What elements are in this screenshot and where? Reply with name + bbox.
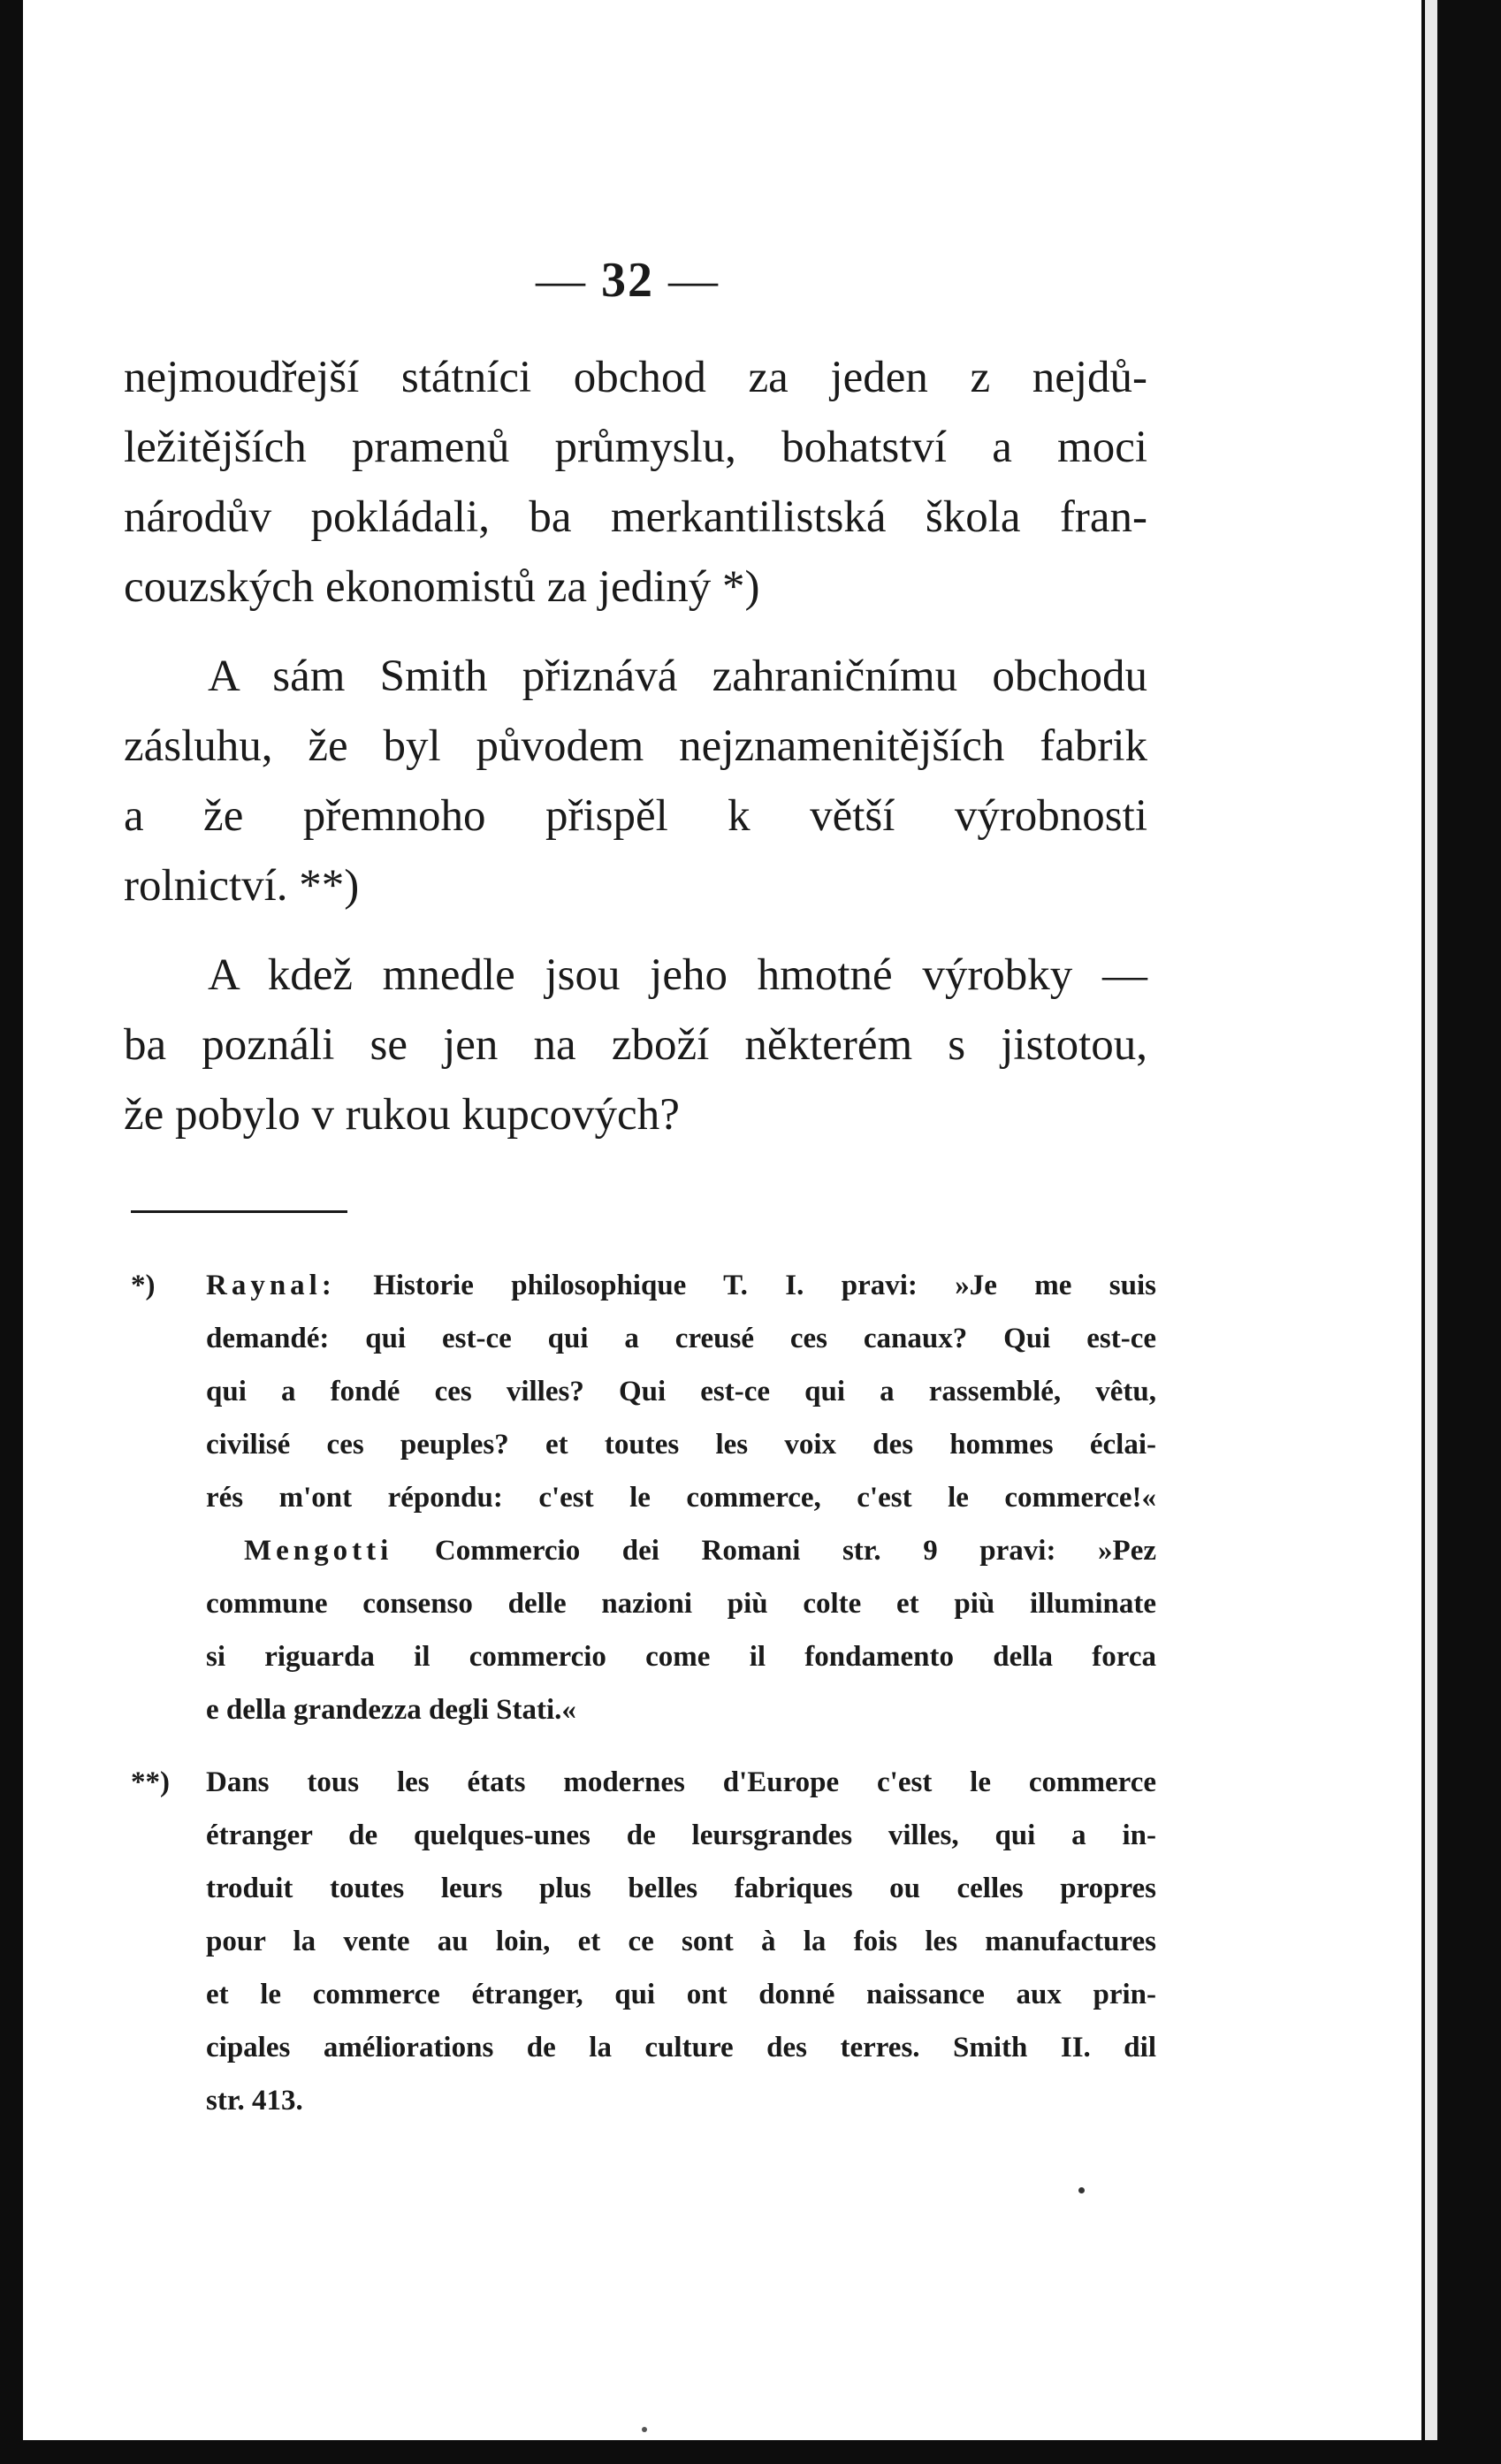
- page-number: — 32 —: [536, 253, 720, 308]
- footnote-2-first-line: **) Dans tous les états modernes d'Europe c'est le commerce: [131, 1756, 1156, 1809]
- text-line: ba poználi se jen na zboží některém s jistotou,: [124, 1020, 1147, 1070]
- text-line: A sám Smith přiznává zahraničnímu obchodu: [208, 652, 1147, 701]
- text-line: a že přemnoho přispěl k větší výrobnosti: [124, 791, 1147, 841]
- text-line: národův pokládali, ba merkantilistská škola fran-: [124, 492, 1147, 542]
- footnote-line: e della grandezza degli Stati.«: [206, 1694, 576, 1726]
- footnote-line: commune consenso delle nazioni più colte et più illuminate: [206, 1588, 1156, 1620]
- text-line: couzských ekonomistů za jediný *): [124, 562, 760, 612]
- footnote-line: civilisé ces peuples? et toutes les voix des hommes éclai-: [206, 1429, 1156, 1461]
- footnote-line: si riguarda il commercio come il fondamento della forca: [206, 1641, 1156, 1673]
- footnote-author: Mengotti: [244, 1535, 393, 1567]
- scan-next-page-edge: [1425, 0, 1437, 2464]
- scan-bottom-edge: [0, 2440, 1501, 2464]
- footnote-line: str. 413.: [206, 2085, 303, 2117]
- scan-left-edge: [0, 0, 23, 2464]
- footnote-separator: [131, 1210, 347, 1213]
- footnote-author: Raynal:: [206, 1270, 336, 1301]
- footnote-marker: *): [131, 1270, 156, 1301]
- footnote-marker: **): [131, 1766, 170, 1798]
- footnote-1-first-line: *) Raynal: Historie philosophique T. I. pravi: »Je me suis: [131, 1259, 1156, 1312]
- text-line: že pobylo v rukou kupcových?: [124, 1090, 680, 1140]
- footnote-line: qui a fondé ces villes? Qui est-ce qui a rassemblé, vêtu,: [206, 1376, 1156, 1407]
- footnote-line: demandé: qui est-ce qui a creusé ces canaux? Qui est-ce: [206, 1323, 1156, 1354]
- text-line: ležitějších pramenů průmyslu, bohatství a moci: [124, 423, 1147, 472]
- footnote-line: étranger de quelques-unes de leursgrandes villes, qui a in-: [206, 1819, 1156, 1851]
- footnote-line: et le commerce étranger, qui ont donné naissance aux prin-: [206, 1979, 1156, 2010]
- footnote-line: rés m'ont répondu: c'est le commerce, c'est le commerce!«: [206, 1482, 1156, 1514]
- footnote-line: troduit toutes leurs plus belles fabriques ou celles propres: [206, 1873, 1156, 1904]
- footnote-line: pour la vente au loin, et ce sont à la fois les manufactures: [206, 1926, 1156, 1957]
- text-line: zásluhu, že byl původem nejznamenitějších fabrik: [124, 721, 1147, 771]
- text-line: nejmoudřejší státníci obchod za jeden z nejdů-: [124, 353, 1147, 402]
- text-line: rolnictví. **): [124, 861, 360, 911]
- ink-speck: [642, 2427, 647, 2432]
- ink-speck: [1078, 2187, 1085, 2193]
- text-line: A kdež mnedle jsou jeho hmotné výrobky —: [208, 950, 1147, 1000]
- page-number-value: 32: [601, 253, 654, 308]
- footnote-line: Mengotti Commercio dei Romani str. 9 pravi: »Pez: [244, 1535, 1156, 1567]
- footnote-line: cipales améliorations de la culture des terres. Smith II. dil: [206, 2032, 1156, 2064]
